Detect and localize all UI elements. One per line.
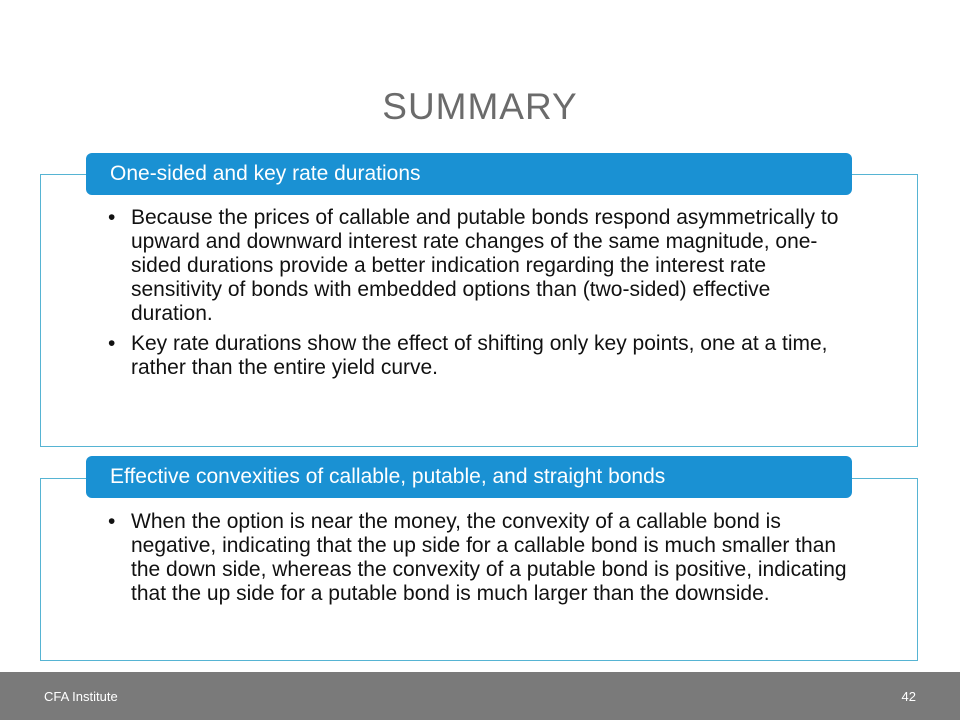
section-header-convexities: Effective convexities of callable, putable, and straight bonds (86, 456, 852, 498)
bullet-item (108, 332, 856, 380)
bullet-item (108, 510, 856, 606)
bullet-list-convexities (108, 510, 856, 612)
bullet-list-durations (108, 206, 856, 386)
section-header-durations: One-sided and key rate durations (86, 153, 852, 195)
bullet-icon: • (108, 510, 116, 533)
footer-bar (0, 672, 960, 720)
slide-title: SUMMARY (382, 86, 578, 127)
bullet-text: Key rate durations show the effect of shifting only key points, one at a time, rather than the entire yield curve. (131, 332, 828, 379)
bullet-icon: • (108, 206, 116, 229)
bullet-text: When the option is near the money, the convexity of a callable bond is negative, indicating that the up side for a callable bond is much smaller than the down side, whereas the convexity of a putable bond is positive, indicating that the up side for a putable bond is much larger than the downside. (131, 510, 847, 605)
bullet-text: Because the prices of callable and putable bonds respond asymmetrically to upward and downward interest rate changes of the same magnitude, one-sided durations provide a better indication regarding the interest rate sensitivity of bonds with embedded options than (two-sided) effective duration. (131, 206, 839, 325)
bullet-icon: • (108, 332, 116, 355)
footer-organization: CFA Institute (44, 689, 118, 704)
bullet-item (108, 206, 856, 326)
page-number: 42 (901, 689, 916, 704)
